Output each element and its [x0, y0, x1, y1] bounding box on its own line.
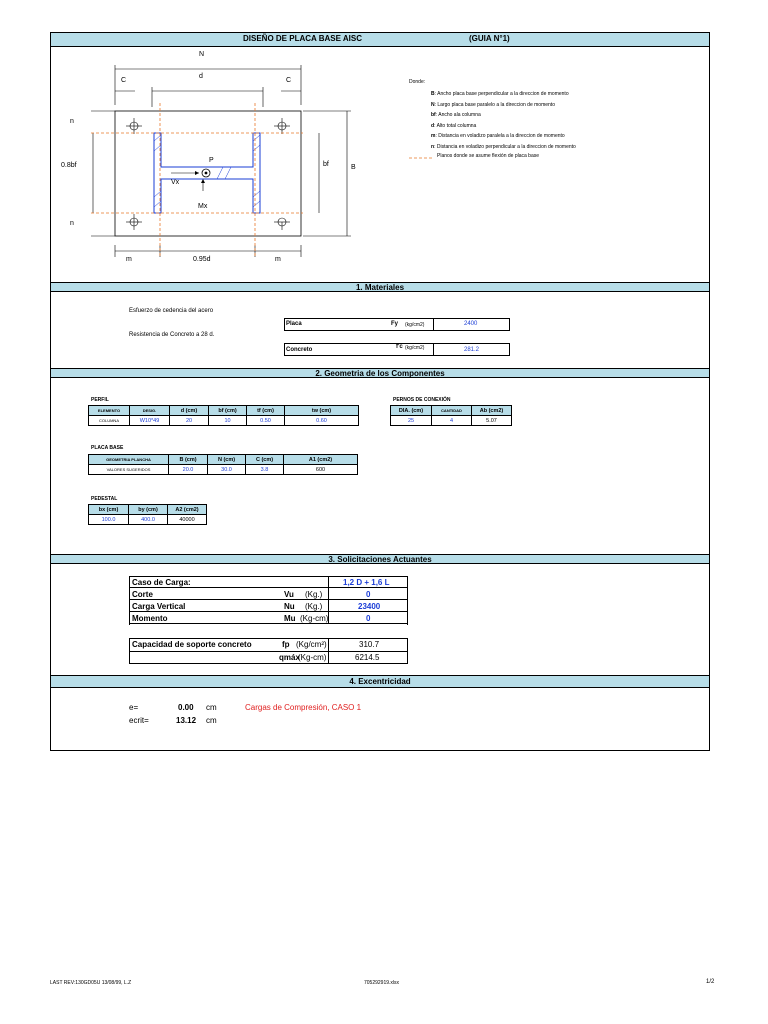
title-right: (GUIA N°1)	[469, 34, 510, 43]
ecrit-label: ecrit=	[129, 716, 149, 725]
label-d: d	[199, 73, 203, 80]
label-0.8bf: 0.8bf	[61, 162, 77, 169]
legend-item: d: Alto total columna	[431, 122, 477, 129]
e-value: 0.00	[178, 703, 194, 712]
title-bar	[51, 33, 709, 47]
e-unit: cm	[206, 703, 217, 712]
pernos-table: DIA. (cm) CANTIDAD Ab (cm2) 25 4 5.07	[390, 405, 512, 426]
legend-planes: Planos donde se asume flexión de placa base	[437, 153, 540, 159]
legend-item: m: Distancia en voladizo paralela a la direccion de momento	[431, 133, 565, 139]
label-m-left: m	[126, 256, 132, 263]
legend-intro: Donde:	[409, 79, 426, 85]
legend-item: B: Ancho placa base perpendicular a la direccion de momento	[431, 91, 569, 97]
capacity-table: Capacidad de soporte concreto fp (Kg/cm²) qmáx (Kg-cm) 310.7 6214.5	[129, 638, 408, 664]
e-label: e=	[129, 703, 139, 712]
load-row: Carga Vertical Nu (Kg.) 23400	[130, 601, 407, 612]
base-plate-diagram	[51, 47, 411, 283]
label-N: N	[199, 51, 205, 58]
concrete-label: Resistencia de Concreto a 28 d.	[129, 332, 215, 338]
perfil-label: PERFIL	[91, 397, 109, 403]
label-n-bottom: n	[70, 220, 74, 227]
legend-item: bf: Ancho ala columna	[431, 112, 481, 118]
section-solicitaciones-header: 3. Solicitaciones Actuantes	[51, 554, 709, 564]
section-excentricidad-header: 4. Excentricidad	[51, 675, 709, 688]
planes-legend-line	[409, 155, 433, 161]
label-Vx: Vx	[171, 179, 180, 186]
ecrit-value: 13.12	[176, 716, 197, 725]
worksheet	[50, 32, 710, 751]
label-n-top: n	[70, 118, 74, 125]
legend-item: N: Largo placa base paralelo a la direccion de momento	[431, 101, 555, 108]
label-bf: bf	[323, 161, 329, 168]
placa-base-table: GEOMETRIA PLANCHA B (cm) N (cm) C (cm) A1 (cm2) VALORES SUGERIDOS 20.0 30.0 3.8 600	[88, 454, 358, 475]
load-row: Caso de Carga: 1,2 D + 1,6 L	[130, 577, 407, 588]
pedestal-label: PEDESTAL	[91, 496, 118, 502]
label-B: B	[351, 164, 356, 171]
ecrit-unit: cm	[206, 716, 217, 725]
fy-value: 2400	[464, 321, 478, 327]
section-materiales-header: 1. Materiales	[51, 282, 709, 292]
label-Mx: Mx	[198, 203, 208, 210]
label-0.95d: 0.95d	[193, 256, 211, 263]
perfil-table: ELEMENTO DESIG. d (cm) bf (cm) tf (cm) tw (cm) COLUMNA W10*49 20 10 0.50 0.60	[88, 405, 359, 426]
case-text: Cargas de Compresión, CASO 1	[245, 703, 362, 712]
concreto-fc-row: Concreto f'c (kg/cm2) 281.2	[284, 343, 510, 356]
legend-list	[431, 89, 576, 152]
placa-base-label: PLACA BASE	[91, 445, 124, 451]
section-geometria-header: 2. Geometria de los Componentes	[51, 368, 709, 378]
footer-page: 1/2	[706, 979, 715, 985]
label-C-right: C	[286, 77, 292, 84]
placa-fy-row: Placa Fy (kg/cm2) 2400	[284, 318, 510, 331]
footer-revision: LAST REV:130GD05U 13/08/99, L.Z	[50, 980, 132, 986]
label-m-right: m	[275, 256, 281, 263]
label-P: P	[209, 157, 214, 164]
legend-item: n: Distancia en voladizo perpendicular a la direccion de momento	[431, 143, 576, 150]
qmax-value: 6214.5	[355, 653, 380, 662]
fc-value: 281.2	[464, 347, 480, 353]
fp-value: 310.7	[359, 640, 380, 649]
pedestal-table: bx (cm) by (cm) A2 (cm2) 100.0 400.0 40000	[88, 504, 207, 525]
load-row: Momento Mu (Kg-cm) 0	[130, 613, 407, 624]
steel-label: Esfuerzo de cedencia del acero	[129, 308, 214, 314]
title-left: DISEÑO DE PLACA BASE AISC	[243, 34, 362, 43]
load-row: Corte Vu (Kg.) 0	[130, 589, 407, 600]
footer-filename: 705292919.xlsx	[364, 980, 400, 986]
pernos-label: PERNOS DE CONEXIÓN	[393, 397, 451, 403]
label-C-left: C	[121, 77, 127, 84]
load-table	[129, 576, 408, 625]
